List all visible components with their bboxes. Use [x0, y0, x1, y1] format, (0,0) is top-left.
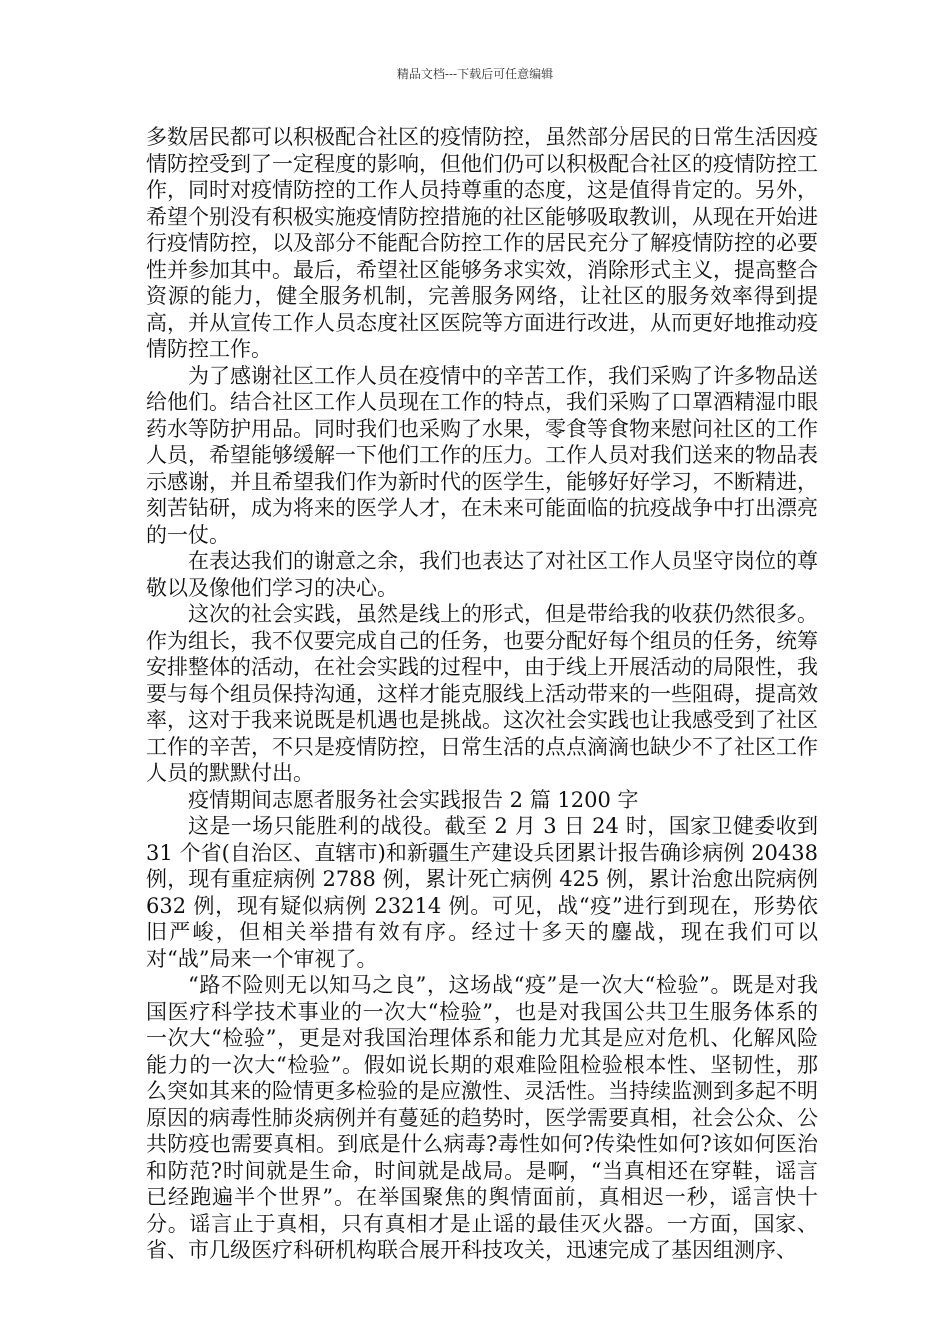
paragraph: 为了感谢社区工作人员在疫情中的辛苦工作，我们采购了许多物品送给他们。结合社区工作人员现在工作的特点，我们采购了口罩酒精湿巾眼药水等防护用品。同时我们也采购了水果，零食等食物来慰问社区的工作人员，希望能够缓解一下他们工作的压力。工作人员对我们送来的物品表示感谢，并且希望我们作为新时代的医学生，能够好好学习，不断精进，刻苦钻研，成为将来的医学人才，在未来可能面临的抗疫战争中打出漂亮的一仗。: [146, 363, 818, 547]
paragraph: 在表达我们的谢意之余，我们也表达了对社区工作人员坚守岗位的尊敬以及像他们学习的决心。: [146, 549, 818, 600]
page-header: 精品文档---下载后可任意编辑: [396, 67, 554, 81]
paragraph: “路不险则无以知马之良”，这场战“疫”是一次大“检验”。既是对我国医疗科学技术事业的一次大“检验”，也是对我国公共卫生服务体系的一次大“检验”，更是对我国治理体系和能力尤其是应对危机、化解风险能力的一次大“检验”。假如说长期的艰难险阻检验根本性、坚韧性，那么突如其来的险情更多检验的是应激性、灵活性。当持续监测到多起不明原因的病毒性肺炎病例并有蔓延的趋势时，医学需要真相，社会公众、公共防疫也需要真相。到底是什么病毒?毒性如何?传染性如何?该如何医治和防范?时间就是生命，时间就是战局。是啊，“当真相还在穿鞋，谣言已经跑遍半个世界”。在举国聚焦的舆情面前，真相迟一秒，谣言快十分。谣言止于真相，只有真相才是止谣的最佳灭火器。一方面，国家、省、市几级医疗科研机构联合展开科技攻关，迅速完成了基因组测序、: [146, 973, 818, 1262]
document-body: [146, 124, 818, 1264]
paragraph: 这次的社会实践，虽然是线上的形式，但是带给我的收获仍然很多。作为组长，我不仅要完成自己的任务，也要分配好每个组员的任务，统筹安排整体的活动，在社会实践的过程中，由于线上开展活动的局限性，我要与每个组员保持沟通，这样才能克服线上活动带来的一些阻碍，提高效率，这对于我来说既是机遇也是挑战。这次社会实践也让我感受到了社区工作的辛苦，不只是疫情防控，日常生活的点点滴滴也缺少不了社区工作人员的默默付出。: [146, 602, 818, 785]
paragraph: 多数居民都可以积极配合社区的疫情防控，虽然部分居民的日常生活因疫情防控受到了一定程度的影响，但他们仍可以积极配合社区的疫情防控工作，同时对疫情防控的工作人员持尊重的态度，这是值得肯定的。另外，希望个别没有积极实施疫情防控措施的社区能够吸取教训，从现在开始进行疫情防控，以及部分不能配合防控工作的居民充分了解疫情防控的必要性并参加其中。最后，希望社区能够务求实效，消除形式主义，提高整合资源的能力，健全服务机制，完善服务网络，让社区的服务效率得到提高，并从宣传工作人员态度社区医院等方面进行改进，从而更好地推动疫情防控工作。: [146, 125, 818, 361]
section-title: 疫情期间志愿者服务社会实践报告 2 篇 1200 字: [188, 787, 639, 812]
paragraph: 这是一场只能胜利的战役。截至 2 月 3 日 24 时，国家卫健委收到 31 个省(自治区、直辖市)和新疆生产建设兵团累计报告确诊病例 20438 例，现有重症病例 2788 例，累计死亡病例 425 例，累计治愈出院病例 632 例，现有疑似病例 23214 例。可见，战“疫”进行到现在，形势依旧严峻，但相关举措有效有序。经过十多天的鏖战，现在我们可以对“战”局来一个审视了。: [146, 814, 818, 971]
